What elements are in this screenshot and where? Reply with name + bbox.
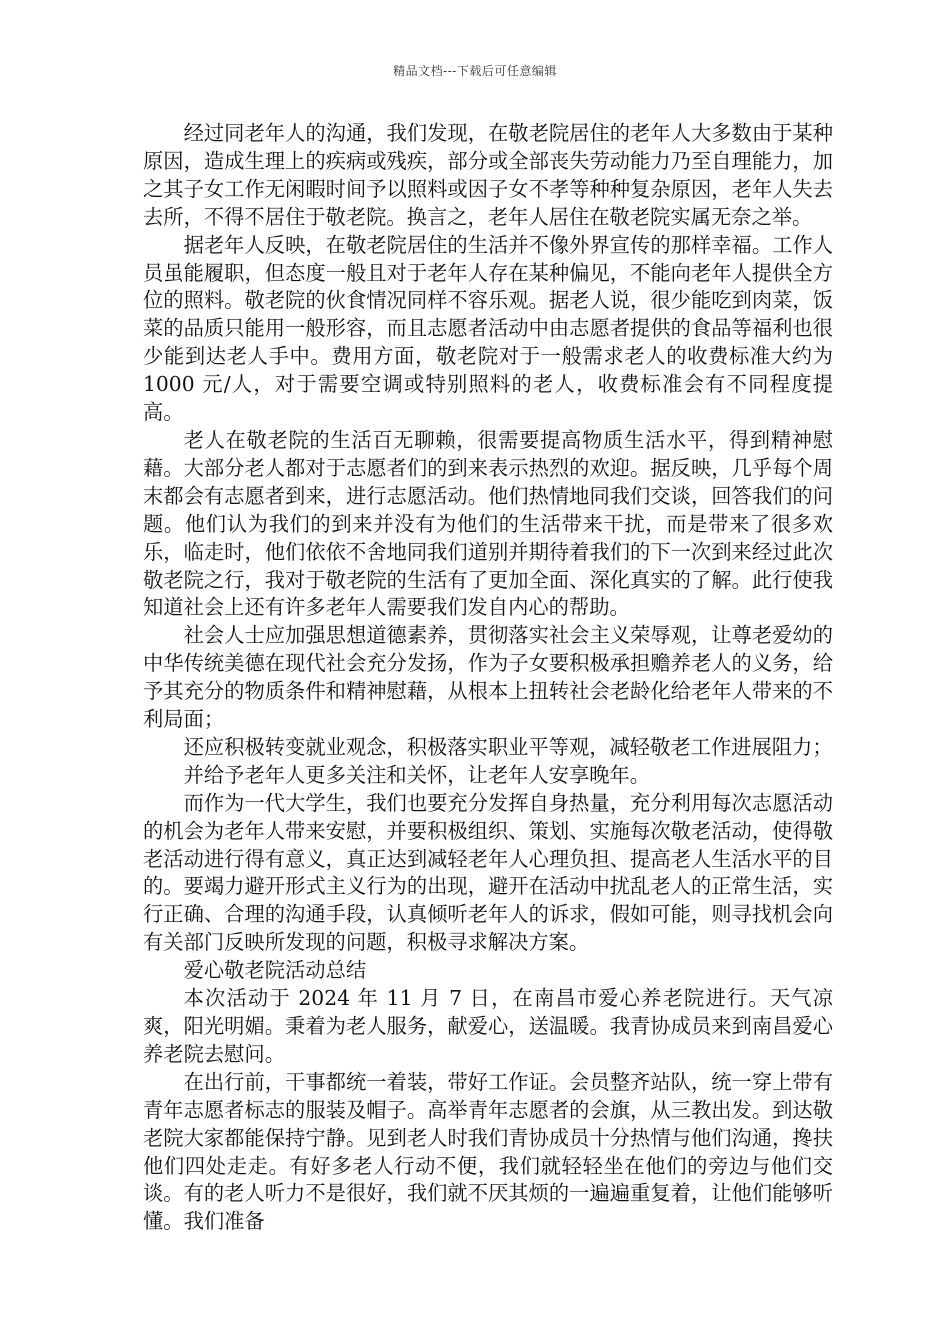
paragraph: 据老年人反映，在敬老院居住的生活并不像外界宣传的那样幸福。工作人员虽能履职，但态度一般且对于老年人存在某种偏见，不能向老年人提供全方位的照料。敬老院的伙食情况同样不容乐观。据老人说，很少能吃到肉菜，饭菜的品质只能用一般形容，而且志愿者活动中由志愿者提供的食品等福利也很少能到达老人手中。费用方面，敬老院对于一般需求老人的收费标准大约为 1000 元/人，对于需要空调或特别照料的老人，收费标准会有不同程度提高。 — [143, 232, 833, 425]
paragraph: 社会人士应加强思想道德素养，贯彻落实社会主义荣辱观，让尊老爱幼的中华传统美德在现代社会充分发扬，作为子女要积极承担赡养老人的义务，给予其充分的物质条件和精神慰藉，从根本上扭转社会老龄化给老年人带来的不利局面； — [143, 623, 833, 732]
paragraph: 而作为一代大学生，我们也要充分发挥自身热量，充分利用每次志愿活动的机会为老年人带来安慰，并要积极组织、策划、实施每次敬老活动，使得敬老活动进行得有意义，真正达到减轻老年人心理负担、提高老人生活水平的目的。要竭力避开形式主义行为的出现，避开在活动中扰乱老人的正常生活，实行正确、合理的沟通手段，认真倾听老年人的诉求，假如可能，则寻找机会向有关部门反映所发现的问题，积极寻求解决方案。 — [143, 790, 833, 955]
paragraph: 本次活动于 2024 年 11 月 7 日，在南昌市爱心养老院进行。天气凉爽，阳光明媚。秉着为老人服务，献爱心，送温暖。我青协成员来到南昌爱心养老院去慰问。 — [143, 986, 833, 1066]
document-body — [143, 120, 833, 1236]
paragraph: 并给予老年人更多关注和关怀，让老年人安享晚年。 — [183, 762, 651, 787]
paragraph: 老人在敬老院的生活百无聊赖，很需要提高物质生活水平，得到精神慰藉。大部分老人都对于志愿者们的到来表示热烈的欢迎。据反映，几乎每个周末都会有志愿者到来，进行志愿活动。他们热情地同我们交谈，回答我们的问题。他们认为我们的到来并没有为他们的生活带来干扰，而是带来了很多欢乐，临走时，他们依依不舍地同我们道别并期待着我们的下一次到来经过此次敬老院之行，我对于敬老院的生活有了更加全面、深化真实的了解。此行使我知道社会上还有许多老年人需要我们发自内心的帮助。 — [143, 427, 833, 620]
section-heading: 爱心敬老院活动总结 — [183, 958, 367, 983]
page-header: 精品文档---下载后可任意编辑 — [393, 64, 557, 78]
paragraph: 在出行前，干事都统一着装，带好工作证。会员整齐站队，统一穿上带有青年志愿者标志的服装及帽子。高举青年志愿者的会旗，从三教出发。到达敬老院大家都能保持宁静。见到老人时我们青协成员十分热情与他们沟通，搀扶他们四处走走。有好多老人行动不便，我们就轻轻坐在他们的旁边与他们交谈。有的老人听力不是很好，我们就不厌其烦的一遍遍重复着，让他们能够听懂。我们准备 — [143, 1069, 833, 1234]
paragraph: 还应积极转变就业观念，积极落实职业平等观，减轻敬老工作进展阻力； — [183, 734, 833, 759]
paragraph: 经过同老年人的沟通，我们发现，在敬老院居住的老年人大多数由于某种原因，造成生理上的疾病或残疾，部分或全部丧失劳动能力乃至自理能力，加之其子女工作无闲暇时间予以照料或因子女不孝等种种复杂原因，老年人失去去所，不得不居住于敬老院。换言之，老年人居住在敬老院实属无奈之举。 — [143, 121, 833, 229]
